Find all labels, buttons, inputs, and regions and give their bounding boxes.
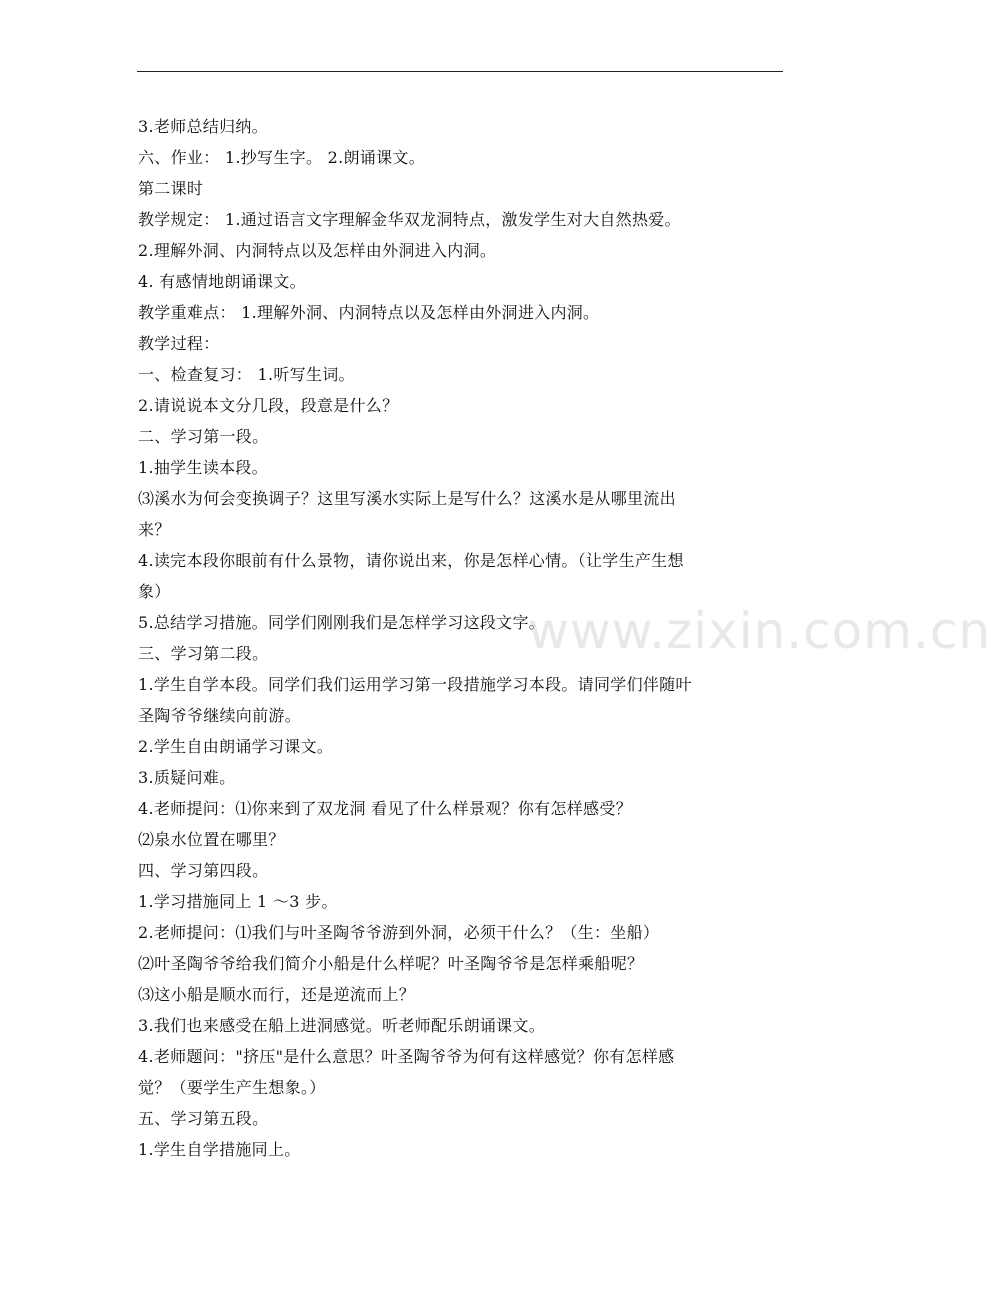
text-line: 4.老师提问：⑴你来到了双龙洞 看见了什么样景观？你有怎样感受？: [138, 799, 632, 818]
text-line: 4.读完本段你眼前有什么景物，请你说出来，你是怎样心情。（让学生产生想: [138, 551, 684, 570]
text-line: 2.请说说本文分几段，段意是什么？: [138, 396, 399, 415]
text-line: 四、学习第四段。: [138, 861, 269, 880]
text-line: 五、学习第五段。: [138, 1109, 269, 1128]
text-line: 3.质疑问难。: [138, 768, 236, 787]
text-line: 一、检查复习： 1.听写生词。: [138, 365, 355, 384]
text-line: ⑵泉水位置在哪里？: [138, 830, 285, 849]
text-line: ⑵叶圣陶爷爷给我们简介小船是什么样呢？叶圣陶爷爷是怎样乘船呢？: [138, 954, 644, 973]
watermark: www.zixin.com.cn: [528, 602, 991, 660]
section-heading: 第二课时: [138, 179, 204, 198]
text-line: 2.学生自由朗诵学习课文。: [138, 737, 334, 756]
text-line: ⑶溪水为何会变换调子？这里写溪水实际上是写什么？这溪水是从哪里流出: [138, 489, 676, 508]
text-line: 觉？（要学生产生想象。）: [138, 1078, 326, 1097]
header-rule: [137, 71, 783, 72]
text-line: 象）: [138, 582, 171, 601]
document-body: [138, 111, 788, 1165]
text-line: 教学重难点： 1.理解外洞、内洞特点以及怎样由外洞进入内洞。: [138, 303, 600, 322]
text-line: 2.理解外洞、内洞特点以及怎样由外洞进入内洞。: [138, 241, 497, 260]
text-line: 来？: [138, 520, 171, 539]
text-line: 1.学生自学措施同上。: [138, 1140, 301, 1159]
text-line: 4.老师题问："挤压"是什么意思？叶圣陶爷爷为何有这样感觉？你有怎样感: [138, 1047, 675, 1066]
text-line: 六、作业： 1.抄写生字。 2.朗诵课文。: [138, 148, 426, 167]
text-line: 1.学生自学本段。同学们我们运用学习第一段措施学习本段。请同学们伴随叶: [138, 675, 692, 694]
text-line: 圣陶爷爷继续向前游。: [138, 706, 302, 725]
text-line: 4. 有感情地朗诵课文。: [138, 272, 306, 291]
text-line: 教学过程：: [138, 334, 220, 353]
text-line: 二、学习第一段。: [138, 427, 269, 446]
text-line: 1.抽学生读本段。: [138, 458, 268, 477]
text-line: 1.学习措施同上 1 ～3 步。: [138, 892, 338, 911]
text-line: 三、学习第二段。: [138, 644, 269, 663]
text-line: 2.老师提问：⑴我们与叶圣陶爷爷游到外洞，必须干什么？（生：坐船）: [138, 923, 660, 942]
text-line: 3.老师总结归纳。: [138, 117, 268, 136]
text-line: ⑶这小船是顺水而行，还是逆流而上？: [138, 985, 416, 1004]
text-line: 5.总结学习措施。同学们刚刚我们是怎样学习这段文字。: [138, 613, 546, 632]
text-line: 教学规定： 1.通过语言文字理解金华双龙洞特点，激发学生对大自然热爱。: [138, 210, 681, 229]
text-line: 3.我们也来感受在船上进洞感觉。听老师配乐朗诵课文。: [138, 1016, 546, 1035]
